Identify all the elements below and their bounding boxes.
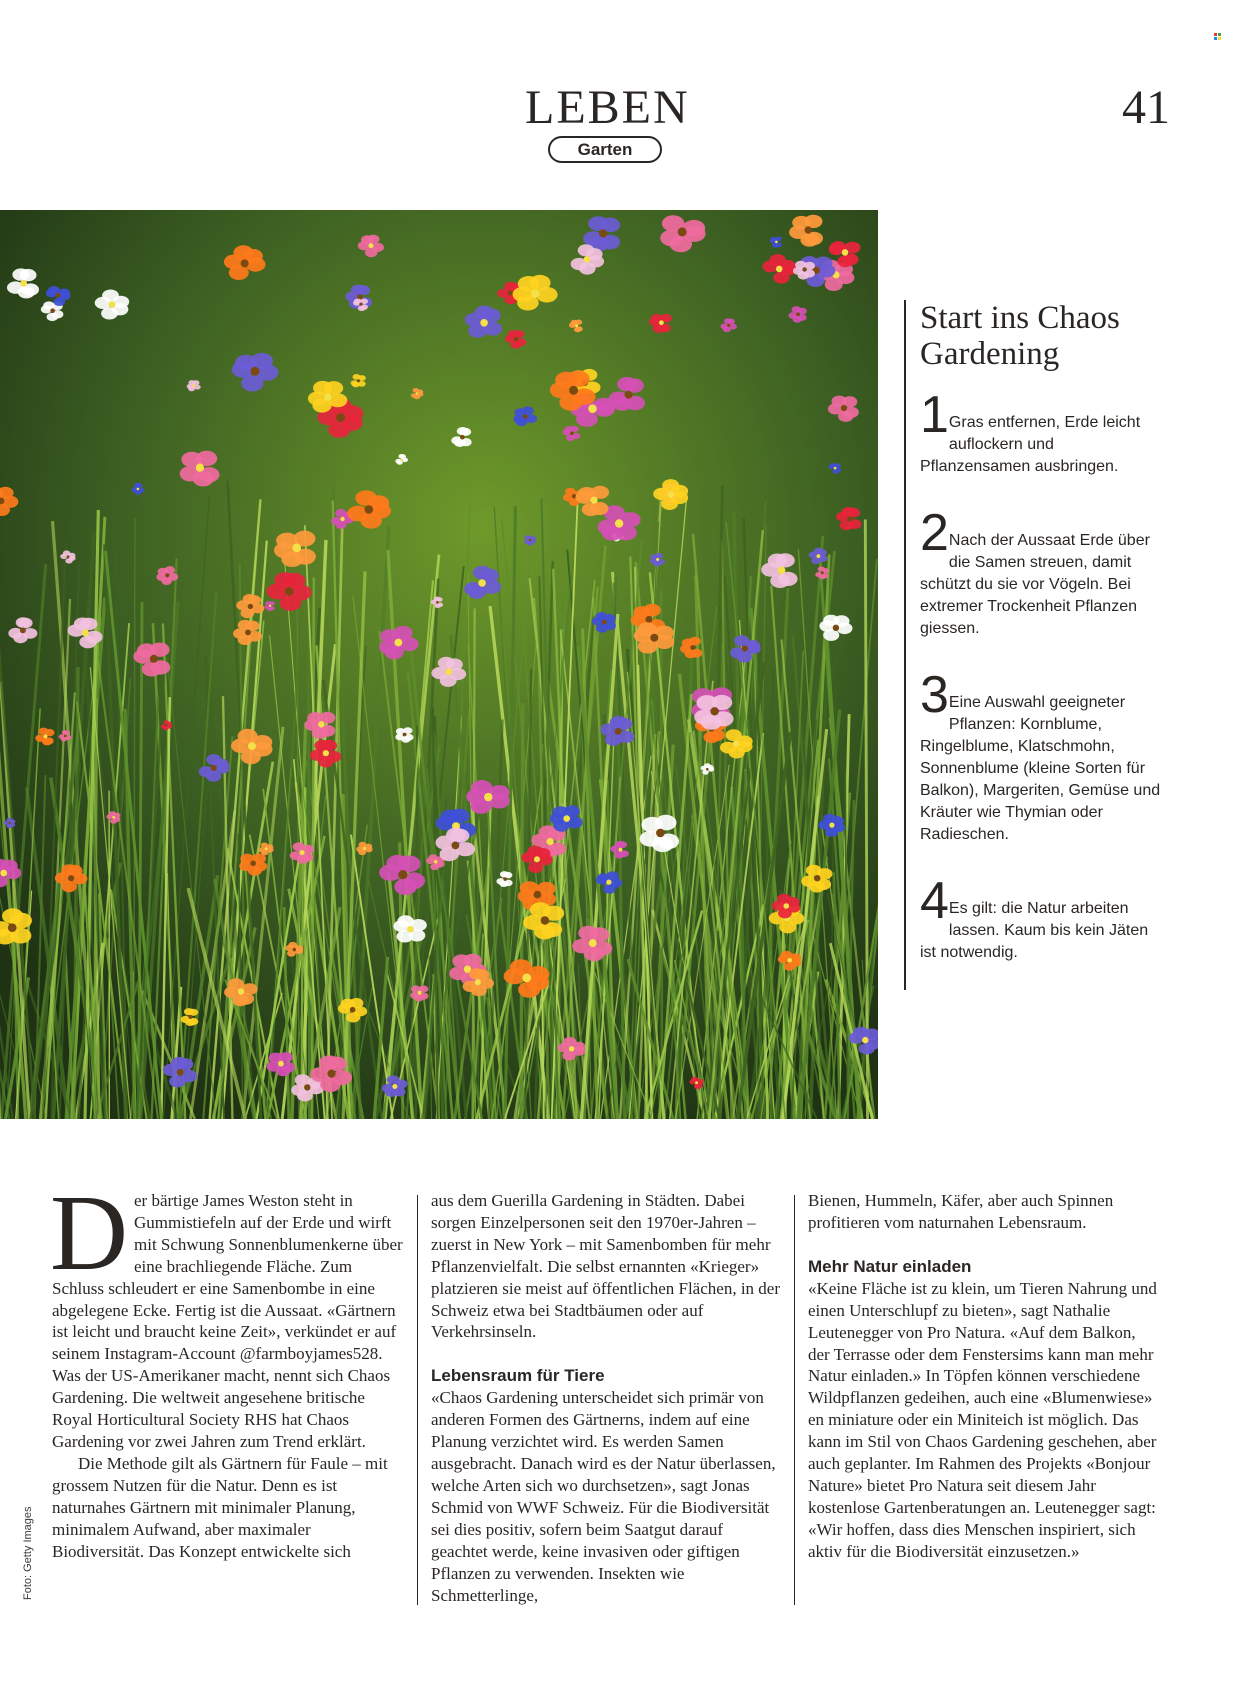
article-paragraph: Die Methode gilt als Gärtnern für Faule – mit grossem Nutzen für die Natur. Denn es ist naturnahes Gärtnern mit minimaler Planung, minimalem Aufwand, aber maximaler Biodiversität. Das Konzept entwickelte sich	[52, 1453, 388, 1561]
step-number: 3	[920, 666, 947, 724]
section-title: LEBEN	[525, 81, 690, 134]
article-body	[50, 1174, 1162, 1610]
column-divider	[417, 1195, 418, 1605]
sidebar-title: Start ins Chaos Gardening	[920, 300, 1120, 372]
meadow-illustration	[0, 210, 878, 1119]
drop-cap: D	[50, 1174, 128, 1293]
step-4	[920, 872, 1164, 964]
step-text: Es gilt: die Natur arbeiten lassen. Kaum bis kein Jäten ist notwendig.	[920, 900, 1149, 961]
article-paragraph: «Chaos Gardening unterscheidet sich primär von anderen Formen des Gärtnerns, indem auf eine Planung verzichtet wird. Es werden Samen ausgebracht. Danach wird es der Natur überlassen, welche Arten sich wo durchsetzen», sagt Jonas Schmid von WWF Schweiz. Für die Biodiversität sei dies positiv, sofern beim Saatgut darauf geachtet werde, keine invasiven oder giftigen Pflanzen zu verwenden. Insekten wie Schmetterlinge,	[431, 1388, 776, 1605]
article-column-1	[50, 1174, 404, 1562]
step-number: 4	[920, 872, 947, 930]
paragraph-text: er bärtige James Weston steht in Gummistiefeln auf der Erde und wirft mit Schwung Sonnenblumenkerne über eine brachliegende Fläche. Zum Schluss schleudert er eine Samenbombe in eine abgelegene Ecke. Fertig ist die Aussaat. «Gärtnern ist leicht und braucht keine Zeit», verkündet er auf seinem Instagram-Account @farmboyjames528. Was der US-Amerikaner macht, nennt sich Chaos Gardening. Die weltweit angesehene britische Royal Horticultural Society RHS hat Chaos Gardening vor zwei Jahren zum Trend erklärt.	[52, 1191, 403, 1451]
page-number: 41	[1122, 81, 1170, 134]
wildflower-meadow-photo	[0, 210, 878, 1119]
step-2	[920, 504, 1164, 640]
step-1	[920, 386, 1164, 478]
subheading: Mehr Natur einladen	[808, 1256, 972, 1276]
article-paragraph: «Keine Fläche ist zu klein, um Tieren Nahrung und einen Unterschlupf zu bieten», sagt Nathalie Leutenegger von Pro Natura. «Auf dem Balkon, der Terrasse oder dem Fenstersims kann man mehr Natur einladen.» In Töpfen können verschiedene Wildpflanzen gedeihen, auch eine «Blumenwiese» en miniature oder ein Miniteich ist möglich. Das kann im Stil von Chaos Gardening geschehen, aber auch geplanter. Im Rahmen des Projekts «Bonjour Nature» bietet Pro Natura seit diesem Jahr kostenlose Gartenberatungen an. Leutenegger sagt: «Wir hoffen, dass dies Menschen inspiriert, sich aktiv für die Biodiversität einzusetzen.»	[808, 1278, 1157, 1561]
photo-credit: Foto: Getty Images	[22, 1506, 34, 1600]
sidebar-box	[904, 300, 1164, 990]
step-3	[920, 666, 1164, 846]
step-text: Gras entfernen, Erde leicht auflockern und Pflanzensamen ausbringen.	[920, 414, 1141, 475]
article-column-3	[808, 1190, 1160, 1563]
subheading: Lebensraum für Tiere	[431, 1366, 605, 1386]
step-number: 1	[920, 386, 947, 444]
step-text: Nach der Aussaat Erde über die Samen streuen, damit schützt du sie vor Vögeln. Bei extremer Trockenheit Pflanzen giessen.	[920, 532, 1150, 637]
article-column-2	[431, 1190, 783, 1606]
article-paragraph: Bienen, Hummeln, Käfer, aber auch Spinnen profitieren vom naturnahen Lebensraum.	[808, 1191, 1114, 1232]
article-paragraph: aus dem Guerilla Gardening in Städten. Dabei sorgen Einzelpersonen seit den 1970er-Jahren – zuerst in New York – mit Samenbomben für mehr Pflanzenvielfalt. Die selbst ernannten «Krieger» platzieren sie meist auf öffentlichen Flächen, in der Schweiz etwa bei Stadtbäumen oder auf Verkehrsinseln.	[431, 1191, 780, 1342]
article-paragraph	[50, 1174, 404, 1453]
brand-logo-dot	[1214, 33, 1221, 40]
step-text: Eine Auswahl geeigneter Pflanzen: Kornblume, Ringelblume, Klatschmohn, Sonnenblume (kleine Sorten für Balkon), Margeriten, Gemüse und Kräuter wie Thymian oder Radieschen.	[920, 694, 1161, 843]
step-number: 2	[920, 504, 947, 562]
column-divider	[794, 1195, 795, 1605]
section-tag: Garten	[548, 136, 662, 163]
